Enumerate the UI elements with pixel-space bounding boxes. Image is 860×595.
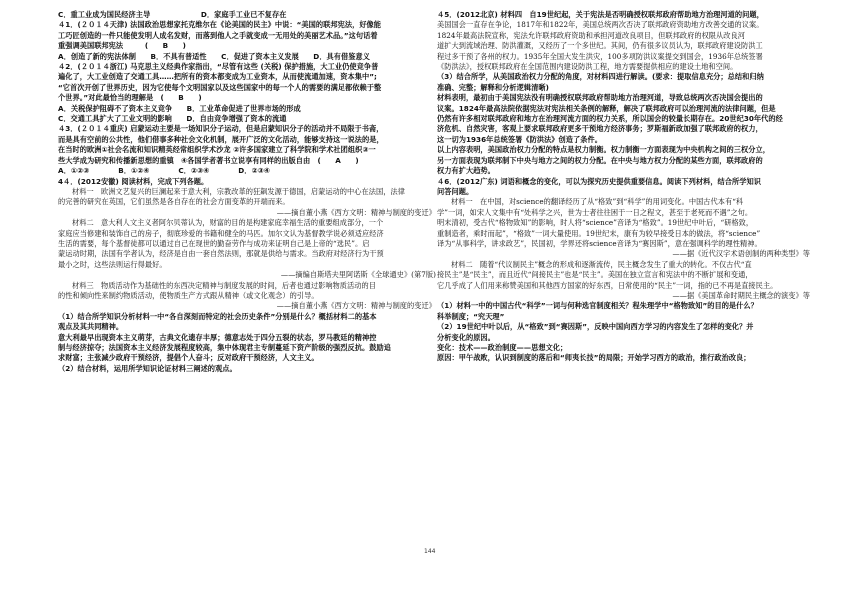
text-line: 济危机、自然灾害，客观上要求联邦政府更多干预地方经济事务；罗斯福新政加强了联邦政府的权力，	[437, 124, 763, 134]
text-line: 材料一 在中国，对science的翻译经历了从“格致”到“科学”的用词变化。中国古代本有“科	[451, 197, 744, 207]
text-line: 意大利最早出现资本主义萌芽，古典文化遗存丰厚；德意志处于四分五裂的状态，罗马教廷的精神控	[58, 332, 377, 342]
text-line: 程过多干预了各州的权力。1935年全国大发生洪灾，100多项防洪议案提交到国会，1936年总统签署	[437, 51, 763, 61]
text-line: ４5．(2012北京) 材料四 自19世纪起，关于宪法是否明确授权联邦政府帮助地方治理河道的问题，	[437, 10, 764, 19]
text-line: （1）结合所学知识分析材料一中“各自深刻而特定的社会历史条件”分别是什么？概括材料二的基本	[58, 311, 377, 321]
text-line: C．重工业成为国民经济主导 D．家庭手工业已不复存在	[58, 10, 287, 19]
text-line: 材料表明，最初由于美国宪法没有明确授权联邦政府帮助地方治理河道，导致总统两次否决国会提出的	[437, 93, 763, 103]
text-line: 以上内容表明，美国政治权力分配的特点是权力制衡。权力制衡一方面表现为中央机构之间的三权分立，	[437, 145, 770, 155]
text-line: 的性和倾向性来制约物质活动，使物质生产方式跟从精神（或文化观念）的引导。	[58, 290, 319, 300]
text-line: 观点及其共同精神。	[58, 322, 124, 332]
text-line: 它几乎成了人们用来称赞美国和其他西方国家的好东西，日常使用的“民主”一词，指的已不再是直接民主。	[437, 280, 778, 290]
text-line: 材料二 意大利人文主义者阿尔贝蒂认为，财富的目的是构建家庭幸福生活的重要组成部分，一个	[72, 218, 384, 228]
text-line: 最小之时，这些法则运行得最好。	[58, 259, 167, 269]
text-line: 材料三 物质活动作为基础性的东西决定精神与制度发展的时间，后者也通过影响物质活动的目	[72, 280, 376, 290]
text-line: 美国国会一直存在争论，1817年和1822年，美国总统两次否决了联邦政府资助地方改善交通的议案。	[437, 20, 764, 30]
left-column	[58, 10, 448, 374]
text-line: 的完善的研究在英国，它们虽然是各自存在的社会方面变革的开端而来。	[58, 197, 290, 207]
text-line: 生活的需要，每个基督徒都可以通过自己在现世的勤奋劳作与成功来证明自己是上帝的“选民”。启	[58, 238, 370, 248]
text-line: 材料二 随着“代议制民主”概念的形成和逐渐流传，民主概念发生了重大的转化。不仅古代“直	[451, 259, 752, 269]
text-line: 科举制度；“究天理”	[437, 311, 505, 321]
text-line: A．创造了新的宪法体制 B．不具有普适性 C．促进了资本主义发展 D．具有借鉴意义	[58, 51, 370, 61]
text-line: 材料一 欧洲文艺复兴的巨澜起来于意大利，宗教改革的狂飙发源于德国，启蒙运动的中心在法国，法律	[72, 186, 405, 196]
text-line: ４3．(２０１４重庆) 启蒙运动主要是一场知识分子运动，但是启蒙知识分子的活动并不局限于书斋，	[58, 124, 384, 134]
text-line: 另一方面表现为联邦制下中央与地方之间的权力分配。在中央与地方权力分配的某些方面，联邦政府的	[437, 155, 763, 165]
text-line: 制与经济掠夺；法国资本主义经济发展程度较高，集中体现君主专制蔓延下资产阶级的强烈反抗。鼓励追	[58, 343, 391, 352]
text-line: 权力有扩大趋势。	[437, 166, 495, 176]
page-number: 144	[424, 548, 436, 555]
right-column	[437, 10, 822, 364]
text-line: （2）19世纪中叶以后，从“格致”到“赛因斯”，反映中国向西方学习的内容发生了怎样的变化？并	[437, 322, 754, 332]
text-line: 仍然有许多相对联邦政府和地方在治理河流方面的权力关系，所以国会的较量长期存在。20世纪30年代的经	[437, 114, 783, 124]
text-line: 蒙运动时期，法国有学者认为，经济是自由一套自然法则，那就是供给与需求。当政府对经济行为干预	[58, 249, 384, 259]
text-line: A．①②③ B．①②④ C．②③④ D．②③④	[58, 166, 270, 176]
text-line: 而是具有空前的公共性，他们借事多种社会文化机制，展开广泛的文化活动，能够支持这一说法的是，	[58, 134, 384, 144]
text-line: 求财富；主张减少政府干预经济，提倡个人奋斗；反对政府干预经济，人文主义。	[58, 353, 319, 363]
text-line: 明末清初，受古代“格物致知”的影响，时人将“science”音译为“格致”。19世纪中叶后，“研格致，	[437, 218, 754, 228]
text-line: 1824年最高法院宣称，宪法允许联邦政府资助和承担河道改良项目，但联邦政府的权限从改良河	[437, 30, 745, 40]
text-line: “它首次开创了世界历史，因为它使每个文明国家以及这些国家中的每一个人的需要的满足都依赖于整	[58, 82, 382, 92]
text-line: 变化：技术——政治制度——思想文化；	[437, 343, 568, 352]
text-line: ——据《近代汉字术语创制的两种类型》等	[672, 249, 810, 259]
text-line: 重制造者，乘时而起”，“格致”一词大量使用。19世纪末，康有为较早接受日本的做法，将“science”	[437, 228, 761, 238]
text-line: 在当时的欧洲①社会名流和知识精英经常组织学术沙龙 ②许多国家建立了科学院和学术社团组织③一	[58, 145, 376, 155]
text-line: 译为“从事科学，讲求政艺”，民国初，学界还将science音译为“赛因斯”，意在强调科学的理性精神。	[437, 238, 762, 248]
text-line: （3）结合所学，从美国政治权力分配的角度，对材料四进行解读。(要求：提取信息充分；总结和归纳	[437, 72, 764, 82]
text-line: ——摘编自斯塔夫里阿诺斯《全球通史》(第7版)	[280, 270, 436, 280]
text-line: ４2．(２０１４浙江) 马克思主义经典作家指出，“尽管有这些 (关税) 保护措施，大工业仍使竞争普	[58, 62, 379, 72]
text-line: 问答问题。	[437, 186, 474, 196]
text-line: 准确、完整；解释和分析逻辑清晰)	[437, 82, 549, 92]
text-line: 学”一词，如宋人文集中有“处科学之兴，世为士者往往困于一日之程文，甚至于老死而不遇”之句。	[437, 207, 753, 217]
text-line: 道扩大到流域治理、防洪灌溉，又经历了一个多世纪。其间，仍有很多议员认为，联邦政府建设防洪工	[437, 41, 763, 51]
text-line: ——摘自董小燕《西方文明：精神与制度的变迁》	[276, 301, 436, 311]
text-line: C．交通工具扩大了工业文明的影响 D．自由竞争增强了资本的流通	[58, 114, 287, 124]
text-line: 些大学成为研究和传播新思想的重镇 ④各国学者著书立说享有同样的出版自由 ( A )	[58, 155, 359, 165]
text-line: 接民主”是“民主”，而且近代“间接民主”也是“民主”。美国在独立宣言和宪法中的不断扩展和变通，	[437, 270, 753, 280]
text-line: 4４．(2012安徽) 阅读材料，完成下列各题。	[58, 176, 209, 186]
text-line: 原因：甲午战败，认识到制度的落后和“师夷长技”的局限；开始学习西方的政治，推行政治改良；	[437, 353, 751, 363]
text-line: 这一切为1936年总统签署《防洪法》创造了条件。	[437, 134, 602, 144]
text-line: （1）材料一中的中国古代“科学”一词与何种选官制度相关？程朱理学中“格物致知”的目的是什么？	[437, 301, 758, 311]
text-line: 重强调美国联邦宪法 ( B )	[58, 41, 186, 51]
text-line: A．关税保护阻碍不了资本主义竞争 B．工业革命促进了世界市场的形成	[58, 103, 301, 113]
text-line: 家庭应当修建和装饰自己的房子，彻底珍爱的书籍和健全的马匹。加尔文认为基督教学说必须适应经济	[58, 228, 384, 238]
text-line: ——据《美国革命时期民主概念的演变》等	[672, 290, 810, 300]
text-line: 工巧匠创造的一件只能使发明人成名发财，而落到他人之手就变成一无用处的美丽艺术品。”这句话着	[58, 30, 378, 40]
text-line: ——摘自董小燕《西方文明：精神与制度的变迁》	[276, 207, 436, 217]
text-line: 个世界。”对此最恰当的理解是 ( B )	[58, 93, 202, 103]
text-line: （2）结合材料，运用所学知识论证材料三阐述的观点。	[58, 363, 237, 373]
text-line: ４6．(2012广东) 词语和概念的变化，可以为探究历史提供重要信息。阅读下列材料，结合所学知识	[437, 176, 761, 186]
text-line: 议案。1824年最高法院依据宪法对宪法相关条例的解释，解决了联邦政府可以治理河流的法律问题，但是	[437, 103, 776, 113]
text-line: 《防洪法》，授权联邦政府在全国范围内建设防洪工程，地方需要提供相应的建设土地和空间。	[437, 62, 738, 72]
text-line: 遍化了，大工业创造了交通工具……把所有的资本都变成为工业资本，从而使流通加速，资本集中”;	[58, 72, 377, 82]
text-line: ４1．(２０１４天津) 法国政治思想家托克维尔在《论美国的民主》中说：“美国的联邦宪法，好像能	[58, 20, 382, 30]
text-line: 分析变化的原因。	[437, 332, 495, 342]
